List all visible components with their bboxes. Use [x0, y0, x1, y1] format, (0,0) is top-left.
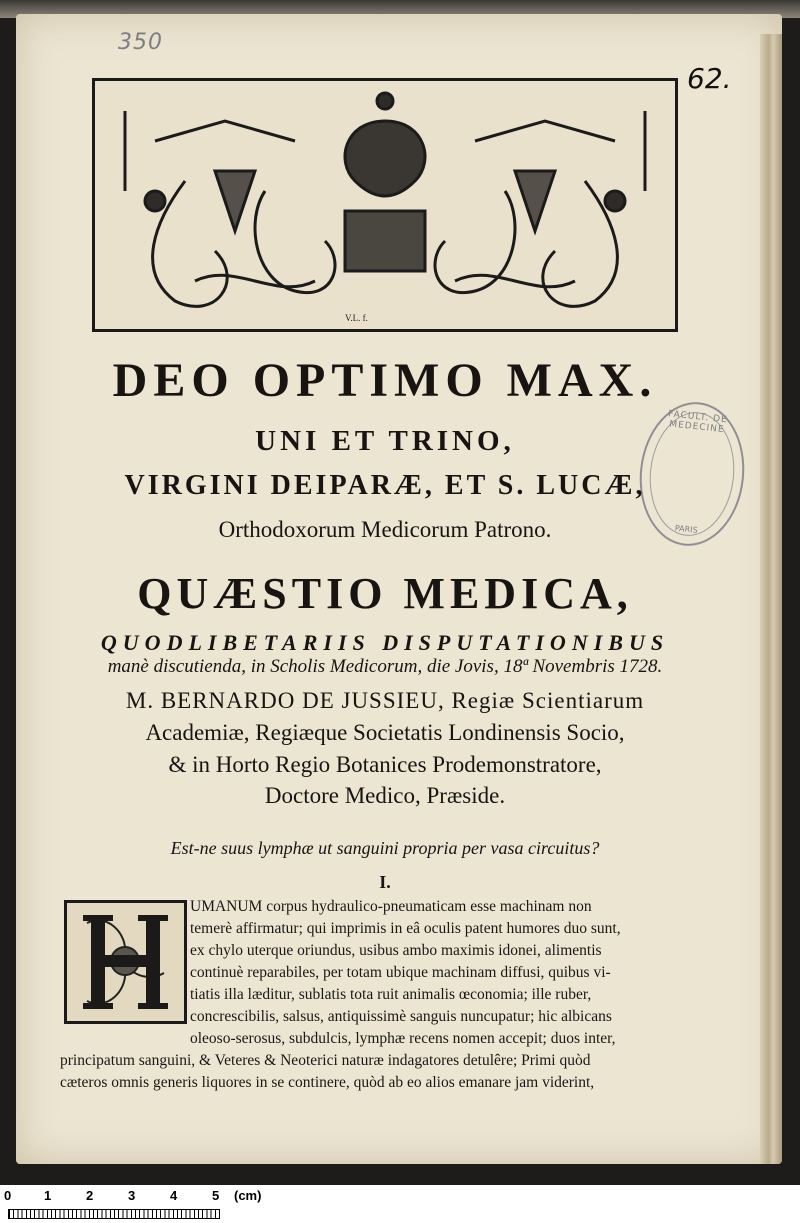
body-line-1: UMANUM corpus hydraulico-pneumaticam esse machinam non: [190, 898, 592, 915]
handwritten-sheet-number: 62.: [687, 62, 732, 95]
page-edge: [760, 34, 782, 1164]
ruler-label-3: 3: [128, 1188, 136, 1203]
ruler-label-2: 2: [86, 1188, 94, 1203]
dedication-line-4: Orthodoxorum Medicorum Patrono.: [218, 517, 552, 542]
ruler-bar: [8, 1209, 220, 1219]
ruler-label-1: 1: [44, 1188, 52, 1203]
ruler-label-5: 5: [212, 1188, 220, 1203]
body-line-9: cæteros omnis generis liquores in se continere, quòd ab eo alios emanare jam viderint,: [60, 1074, 595, 1091]
dedication-line-2: UNI ET TRINO,: [255, 425, 515, 457]
question-line-2: manè discutienda, in Scholis Medicorum, die Jovis, 18ª Novembris 1728.: [107, 656, 663, 677]
body-line-4: continuè reparabiles, per totam ubique machinam diffusi, quibus vi-: [190, 964, 611, 981]
praeses-line-3: & in Horto Regio Botanices Prodemonstratore,: [168, 752, 602, 777]
stamp-bottom-text: PARIS: [674, 523, 698, 535]
thesis-question: Est-ne suus lymphæ ut sanguini propria per vasa circuitus?: [170, 838, 600, 858]
dedication-line-3: VIRGINI DEIPARÆ, ET S. LUCÆ,: [124, 470, 646, 501]
ornamental-headpiece: [92, 78, 678, 332]
stamp-top-text: FACULT. DE MEDECINE: [667, 409, 729, 436]
body-line-8: principatum sanguini, & Veteres & Neoterici naturæ indagatores detulêre; Primi quòd: [60, 1052, 591, 1069]
question-line-1: QUODLIBETARIIS DISPUTATIONIBUS: [100, 630, 670, 655]
praeses-line-1: M. BERNARDO DE JUSSIEU, Regiæ Scientiarum: [125, 688, 645, 713]
dedication-line-1: DEO OPTIMO MAX.: [112, 354, 658, 407]
decorated-initial-h: [64, 900, 187, 1024]
initial-letter-icon: [67, 903, 184, 1021]
question-heading: QUÆSTIO MEDICA,: [137, 569, 633, 618]
body-line-2: temerè affirmatur; qui imprimis in eâ oculis patent humores duo sunt,: [190, 920, 621, 937]
section-numeral: I.: [379, 872, 391, 892]
praeses-line-2: Academiæ, Regiæque Societatis Londinensis Socio,: [145, 720, 625, 745]
ruler-label-4: 4: [170, 1188, 178, 1203]
ruler-label-0: 0: [4, 1188, 12, 1203]
body-line-7: oleoso-serosus, subdulcis, lymphæ recens nomen accepit; duos inter,: [190, 1030, 616, 1047]
body-line-6: concrescibilis, salsus, antiquissimè sanguis nuncupatur; hic albicans: [190, 1008, 612, 1025]
scale-ruler: [0, 1185, 800, 1223]
praeses-line-4: Doctore Medico, Præside.: [264, 783, 506, 808]
body-line-5: tiatis illa læditur, sublatis tota ruit animalis œconomia; ille ruber,: [190, 986, 592, 1003]
ruler-unit-label: (cm): [234, 1188, 262, 1203]
handwritten-folio-number: 350: [118, 30, 163, 55]
body-line-3: ex chylo uterque oriundus, usibus ambo maximis idonei, alimentis: [190, 942, 602, 959]
headpiece-signature: V.L. f.: [345, 313, 368, 323]
headpiece-ornament-icon: [95, 81, 675, 329]
